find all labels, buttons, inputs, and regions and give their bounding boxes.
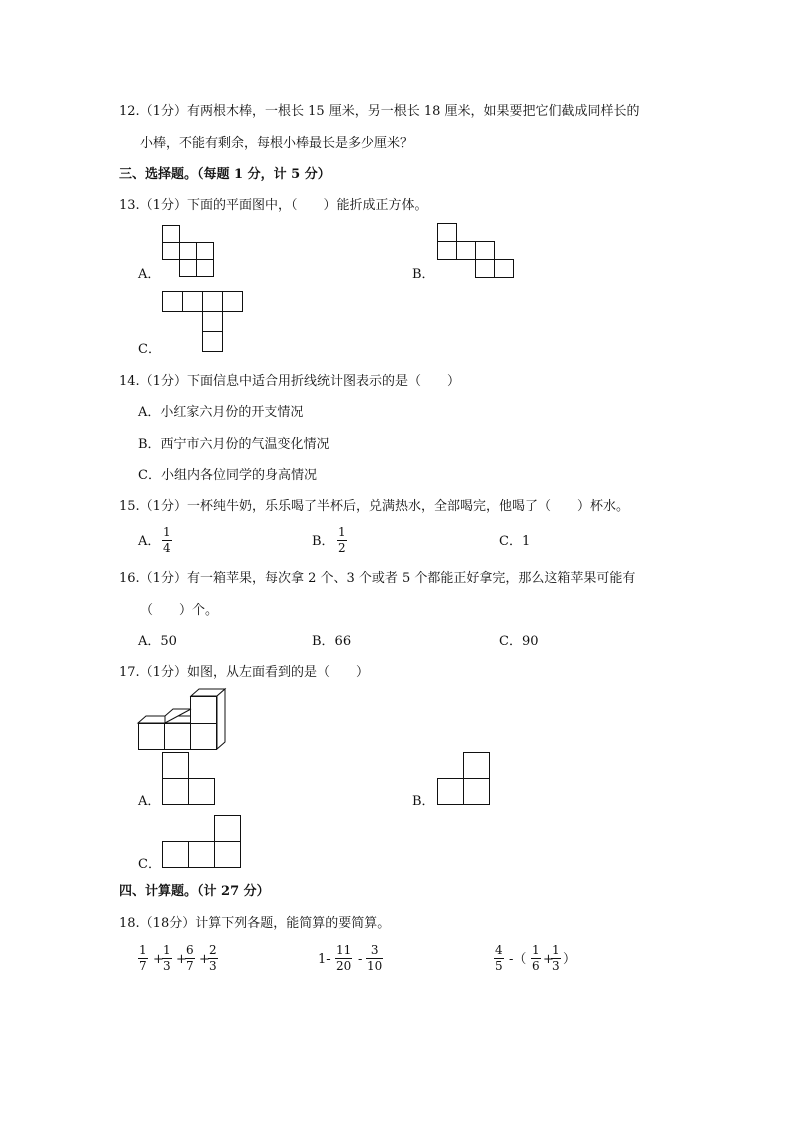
q15-stem: 15.（1分）一杯纯牛奶，乐乐喝了半杯后，兑满热水，全部喝完，他喝了（ ）杯水。 <box>119 499 629 514</box>
q17-option-c-label: C． <box>138 857 161 872</box>
q15-option-a-label: A． <box>138 534 161 549</box>
q18-stem: 18.（18分）计算下列各题，能简算的要简算。 <box>119 916 391 931</box>
q15-option-a-fraction <box>162 526 172 555</box>
fraction: 1 3 <box>163 943 171 973</box>
q17-cube-figure <box>136 688 231 752</box>
fraction: 4 5 <box>495 943 503 973</box>
fraction: 1 6 <box>532 943 540 973</box>
denominator: 4 <box>163 541 171 555</box>
q17-option-a-label: A． <box>138 794 161 809</box>
q17-option-c-view <box>162 815 246 871</box>
section3-title: 三、选择题。（每题 1 分，计 5 分） <box>119 167 331 182</box>
operator: + <box>153 952 164 967</box>
operator: -（ <box>509 952 527 967</box>
q14-option-c: C．小组内各位同学的身高情况 <box>138 468 317 483</box>
numerator: 1 <box>338 525 346 539</box>
q17-option-b-view <box>437 752 493 808</box>
operator: + <box>199 952 210 967</box>
q16-line1: 16.（1分）有一箱苹果，每次拿 2 个、3 个或者 5 个都能正好拿完，那么这箱苹果可能有 <box>119 571 636 586</box>
q12-line1: 12.（1分）有两根木棒，一根长 15 厘米，另一根长 18 厘米，如果要把它们截成同样长的 <box>119 104 640 119</box>
q17-option-a-view <box>162 752 218 808</box>
q15-option-c: C．1 <box>499 534 531 549</box>
q13-option-a-net <box>162 225 217 280</box>
q16-option-a: A．50 <box>138 634 177 649</box>
numerator: 1 <box>163 525 171 539</box>
leading-term: 1- <box>318 952 331 967</box>
operator: - <box>358 952 363 967</box>
q13-option-c-label: C． <box>138 342 161 357</box>
fraction: 3 10 <box>367 943 383 973</box>
q17-option-b-label: B． <box>412 794 435 809</box>
q13-option-b-net <box>437 223 517 281</box>
q17-stem: 17.（1分）如图，从左面看到的是（ ） <box>119 665 369 680</box>
q13-option-b-label: B． <box>412 267 435 282</box>
q14-option-a: A．小红家六月份的开支情况 <box>138 405 304 420</box>
q16-option-b: B．66 <box>312 634 352 649</box>
fraction: 1 7 <box>139 943 147 973</box>
fraction: 1 3 <box>552 943 560 973</box>
operator: + <box>543 952 554 967</box>
q12-line2: 小棒，不能有剩余，每根小棒最长是多少厘米？ <box>140 136 414 151</box>
operator: + <box>176 952 187 967</box>
q13-option-a-label: A． <box>138 267 161 282</box>
q15-option-b-label: B． <box>312 534 335 549</box>
q13-option-c-net <box>162 291 246 355</box>
denominator: 2 <box>338 541 346 555</box>
q14-stem: 14.（1分）下面信息中适合用折线统计图表示的是（ ） <box>119 374 460 389</box>
section4-title: 四、计算题。（计 27 分） <box>119 884 270 899</box>
q13-stem: 13.（1分）下面的平面图中，（ ）能折成正方体。 <box>119 198 428 213</box>
q15-option-b-fraction <box>337 526 347 555</box>
q14-option-b: B．西宁市六月份的气温变化情况 <box>138 437 330 452</box>
q16-line2: （ ）个。 <box>140 603 219 618</box>
operator: ） <box>563 952 577 967</box>
fraction: 6 7 <box>186 943 194 973</box>
fraction: 2 3 <box>209 943 217 973</box>
q16-option-c: C．90 <box>499 634 539 649</box>
fraction: 11 20 <box>336 943 352 973</box>
